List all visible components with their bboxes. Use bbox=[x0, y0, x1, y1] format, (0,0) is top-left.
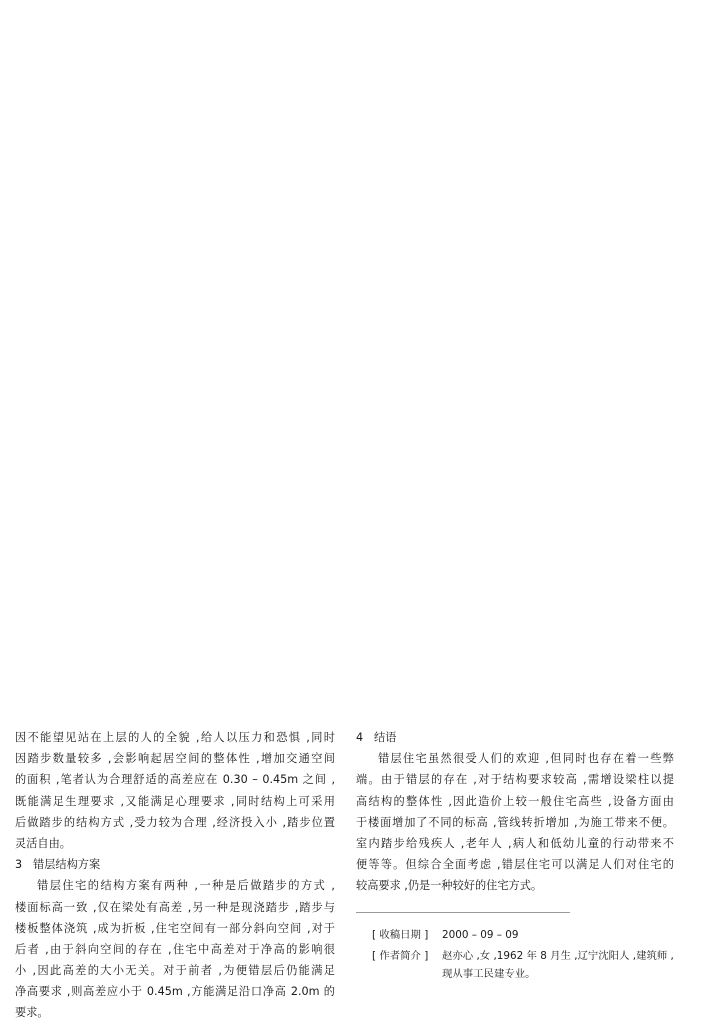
left-column bbox=[15, 727, 335, 1024]
text-line: 的面积 ,笔者认为合理舒适的高差应在 0.30 – 0.45m 之间 , bbox=[15, 773, 335, 787]
text-line: 既能满足生理要求 ,又能满足心理要求 ,同时结构上可采用 bbox=[15, 794, 335, 808]
text-line: 便等等。但综合全面考虑 ,错层住宅可以满足人们对住宅的 bbox=[356, 858, 674, 872]
text-line: 楼板整体浇筑 ,成为折板 ,住宅空间有一部分斜向空间 ,对于 bbox=[15, 921, 335, 935]
footnote-divider bbox=[356, 912, 570, 913]
text-line: 错层住宅的结构方案有两种 ,一种是后做踏步的方式 , bbox=[37, 879, 335, 893]
received-value: 2000 – 09 – 09 bbox=[442, 929, 519, 941]
text-line: 净高要求 ,则高差应小于 0.45m ,方能满足沿口净高 2.0m 的 bbox=[15, 985, 335, 999]
text-line: 灵活自由。 bbox=[15, 836, 71, 850]
section-number: 3 bbox=[15, 858, 23, 872]
text-line: 于楼面增加了不同的标高 ,管线转折增加 ,为施工带来不便。 bbox=[356, 815, 674, 829]
section-heading-4 bbox=[356, 727, 674, 748]
text-line: 错层住宅虽然很受人们的欢迎 ,但同时也存在着一些弊 bbox=[378, 752, 674, 766]
received-label: [ 收稿日期 ] bbox=[372, 929, 429, 941]
section-number: 4 bbox=[356, 731, 364, 744]
section-title: 结语 bbox=[374, 731, 397, 744]
author-line-2: 现从事工民建专业。 bbox=[442, 968, 536, 980]
text-line: 高结构的整体性 ,因此造价上较一般住宅高些 ,设备方面由 bbox=[356, 794, 674, 808]
paragraph-structure-scheme bbox=[15, 875, 335, 1023]
text-line: 因踏步数量较多 ,会影响起居空间的整体性 ,增加交通空间 bbox=[15, 752, 335, 766]
text-line: 室内踏步给残疾人 ,老年人 ,病人和低幼儿童的行动带来不 bbox=[356, 836, 674, 850]
author-label: [ 作者简介 ] bbox=[372, 950, 429, 962]
text-line: 要求。 bbox=[15, 1006, 49, 1020]
text-line: 较高要求 ,仍是一种较好的住宅方式。 bbox=[356, 879, 543, 893]
section-title: 错层结构方案 bbox=[33, 858, 101, 872]
text-line: 后做踏步的结构方式 ,受力较为合理 ,经济投入小 ,踏步位置 bbox=[15, 815, 335, 829]
right-column bbox=[356, 727, 674, 897]
section-heading-3 bbox=[15, 854, 335, 875]
text-line: 后者 ,由于斜向空间的存在 ,住宅中高差对于净高的影响很 bbox=[15, 942, 335, 956]
author-line-1: 赵亦心 ,女 ,1962 年 8 月生 ,辽宁沈阳人 ,建筑师 , bbox=[442, 950, 674, 962]
paragraph-continued bbox=[15, 727, 335, 854]
received-date bbox=[372, 926, 692, 944]
text-line: 小 ,因此高差的大小无关。对于前者 ,为便错层后仍能满足 bbox=[15, 964, 335, 978]
text-line: 端。由于错层的存在 ,对于结构要求较高 ,需增设梁柱以提 bbox=[356, 773, 674, 787]
author-bio bbox=[372, 947, 692, 983]
text-line: 因不能望见站在上层的人的全貌 ,给人以压力和恐惧 ,同时 bbox=[15, 731, 335, 744]
paragraph-conclusion bbox=[356, 748, 674, 896]
text-line: 楼面标高一致 ,仅在梁处有高差 ,另一种是现浇踏步 ,踏步与 bbox=[15, 900, 335, 914]
